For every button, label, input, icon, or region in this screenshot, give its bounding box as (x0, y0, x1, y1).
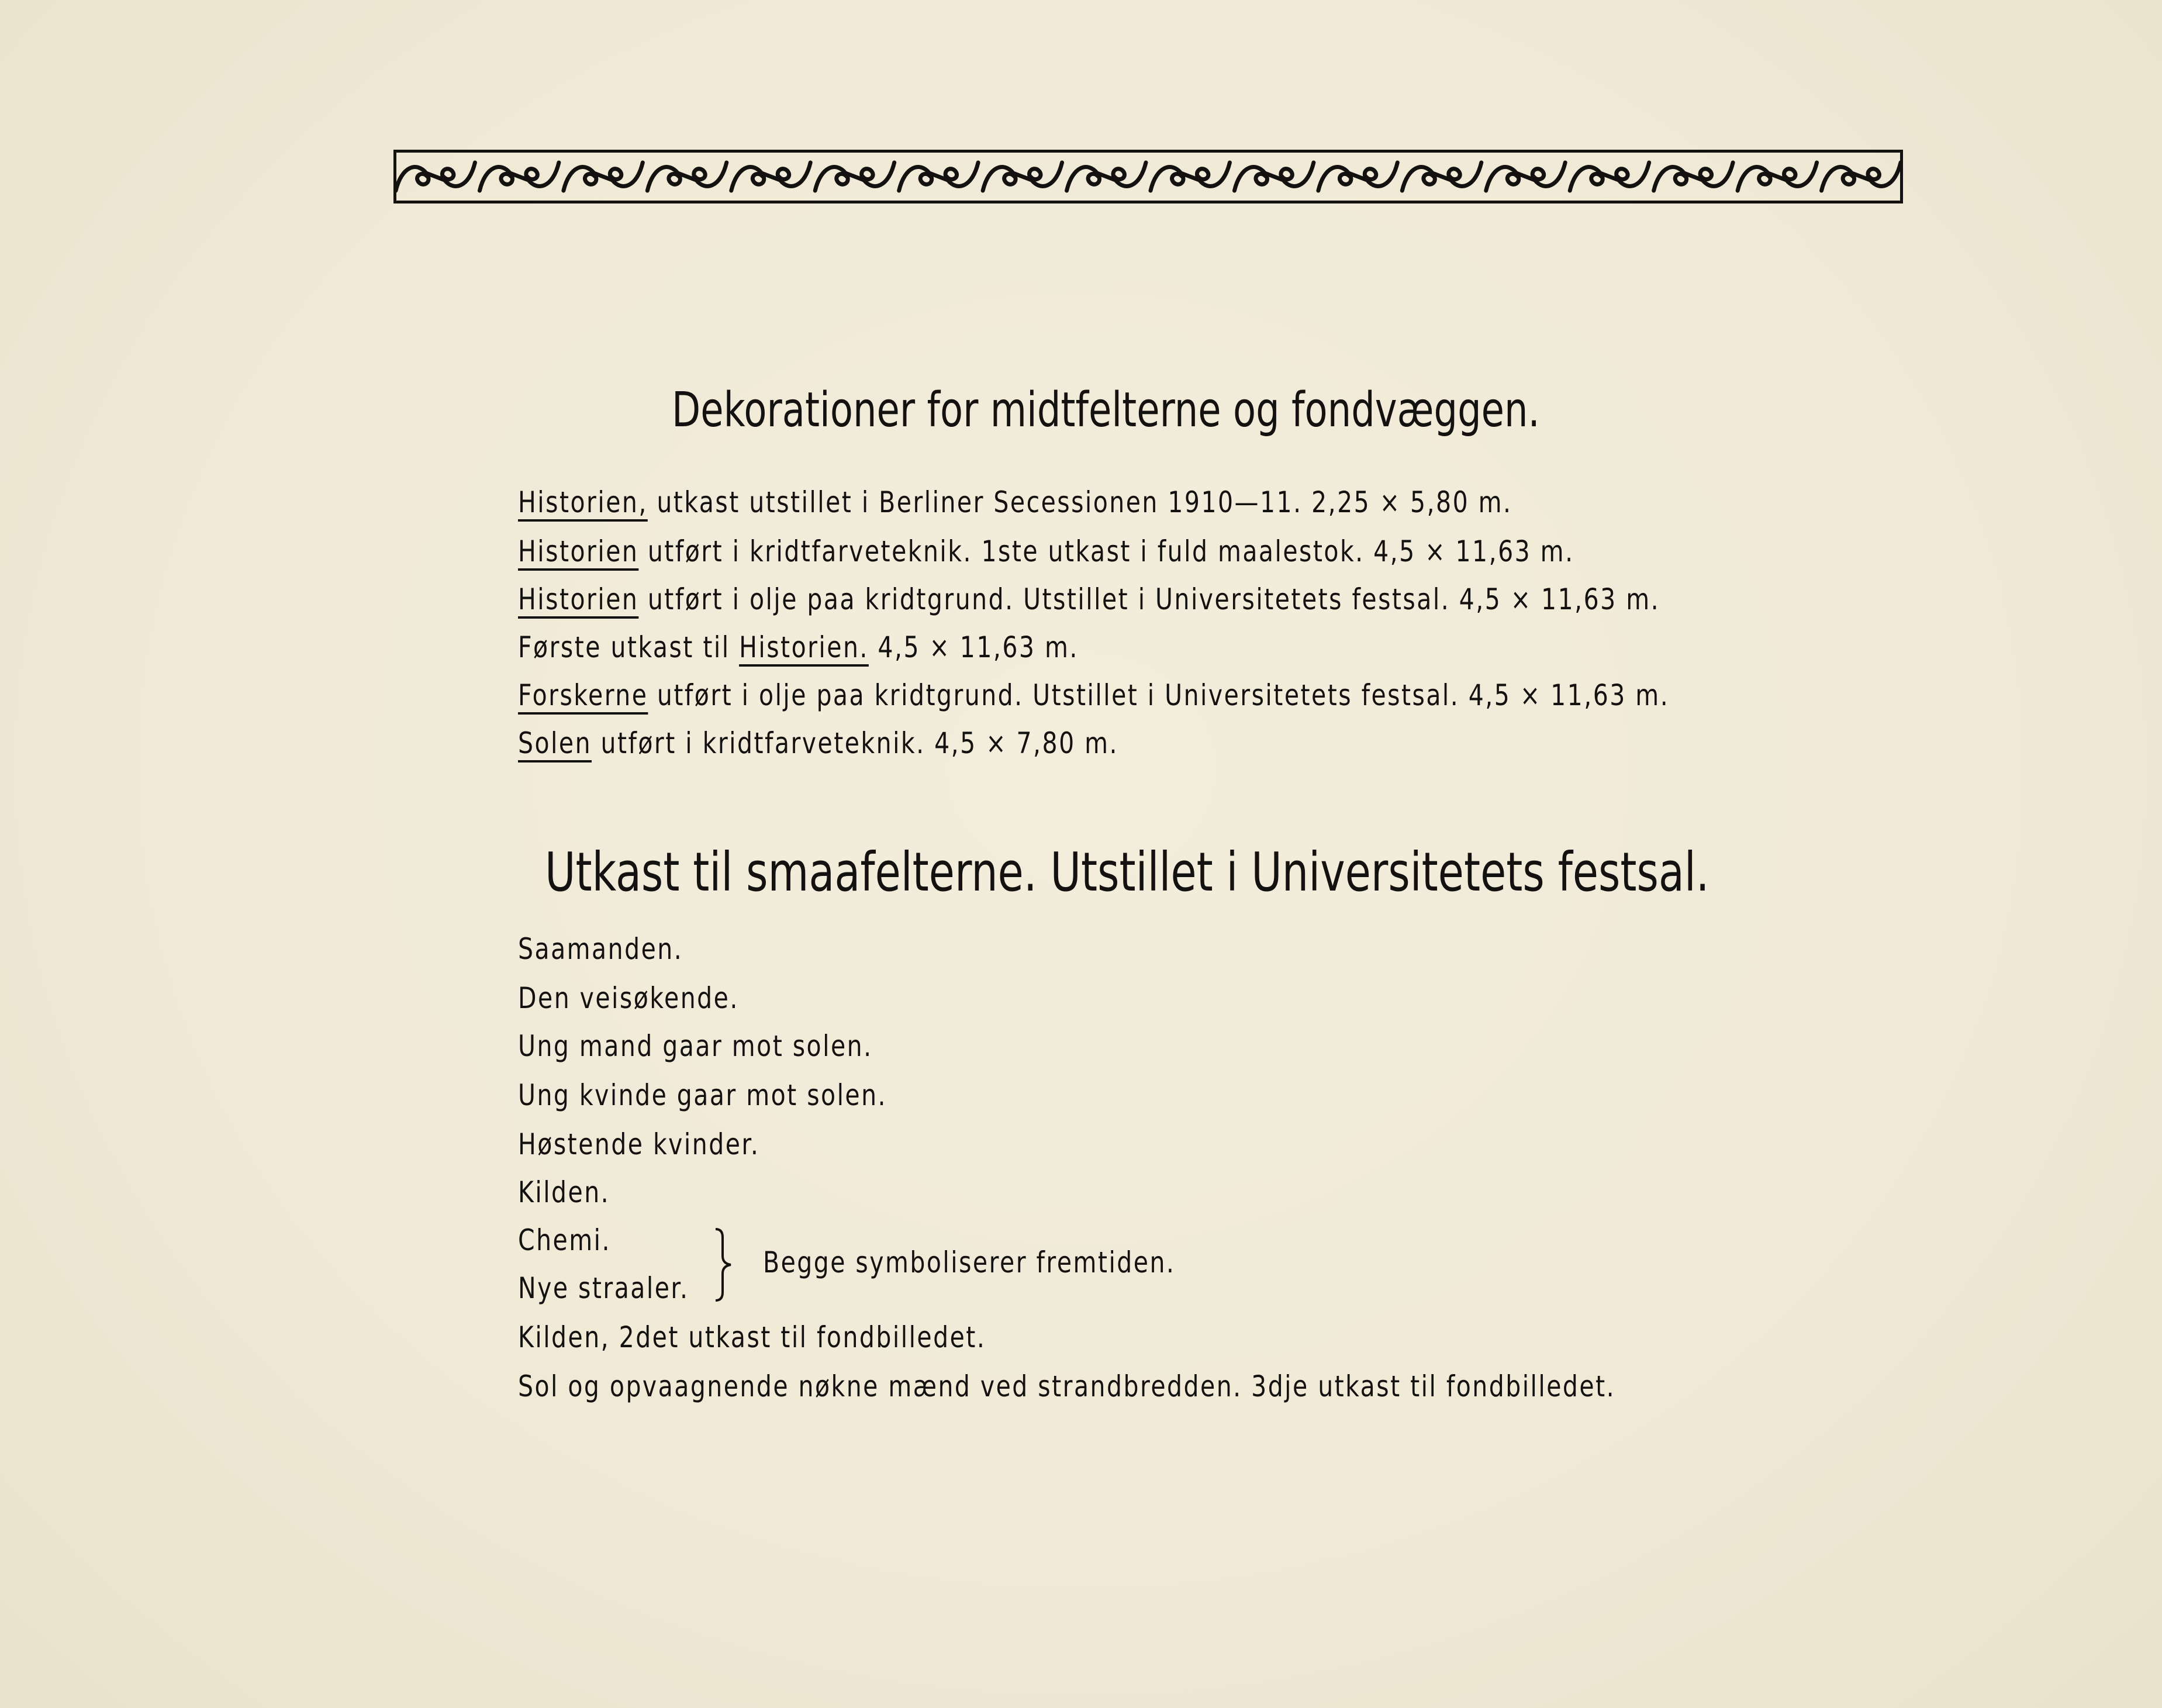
item-text: Høstende kvinder. (518, 1127, 760, 1161)
item-description: utkast utstillet i Berliner Secessionen 1910—11. 2,25 × 5,80 m. (647, 485, 1512, 519)
artwork-title: Forskerne (518, 678, 648, 712)
heading-decorations: Dekorationer for midtfelterne og fondvæggen. (672, 382, 1540, 438)
item-description: utført i kridtfarveteknik. 4,5 × 7,80 m. (592, 726, 1119, 760)
item-text (518, 531, 1574, 572)
item-text: Den veisøkende. (518, 981, 739, 1015)
wave-scroll-motif (1822, 163, 1901, 191)
item-text (518, 579, 1660, 620)
wave-scroll-motif (1738, 163, 1816, 191)
item-text: Kilden, 2det utkast til fondbilledet. (518, 1320, 986, 1354)
heading-sketches: Utkast til smaafelterne. Utstillet i Universitetets festsal. (545, 841, 1709, 903)
wave-scroll-motif (1654, 163, 1733, 191)
item-prefix: Første utkast til (518, 630, 740, 664)
wave-scroll-motif (1318, 163, 1397, 191)
item-description: utført i olje paa kridtgrund. Utstillet i Universitetets festsal. 4,5 × 11,63 m. (638, 582, 1660, 616)
item-description: utført i kridtfarveteknik. 1ste utkast i fuld maalestok. 4,5 × 11,63 m. (638, 534, 1574, 568)
wave-scroll-motif (731, 163, 810, 191)
wave-scroll-motif (647, 163, 726, 191)
artwork-title: Historien. (739, 630, 869, 664)
item-description: utført i olje paa kridtgrund. Utstillet i Universitetets festsal. 4,5 × 11,63 m. (648, 678, 1670, 712)
item-text (518, 723, 1118, 764)
item-text (518, 482, 1512, 523)
wave-scroll-motif (1486, 163, 1565, 191)
wave-scroll-motif (815, 163, 894, 191)
wave-scroll-motif (1234, 163, 1313, 191)
artwork-title: Historien, (518, 485, 648, 519)
item-text (518, 675, 1669, 716)
item-description: 4,5 × 11,63 m. (868, 630, 1079, 664)
wave-scroll-motif (899, 163, 978, 191)
item-text: Kilden. (518, 1175, 610, 1209)
wave-scroll-motif (396, 163, 475, 191)
right-brace (712, 1227, 735, 1303)
item-text: Saamanden. (518, 932, 683, 966)
brace-note: Begge symboliserer fremtiden. (763, 1245, 1176, 1279)
wave-scroll-motif (1570, 163, 1649, 191)
artwork-title: Solen (518, 726, 592, 760)
ornamental-wave-border (393, 150, 1903, 203)
artwork-title: Historien (518, 534, 639, 568)
wave-scroll-motif (1151, 163, 1229, 191)
artwork-title: Historien (518, 582, 639, 616)
item-text (518, 627, 1079, 668)
item-text: Chemi. (518, 1223, 611, 1257)
wave-scroll-motif (1402, 163, 1481, 191)
wave-scroll-motif (479, 163, 558, 191)
item-text: Nye straaler. (518, 1271, 689, 1305)
brace-icon (712, 1227, 735, 1303)
wave-scroll-motif (983, 163, 1062, 191)
item-text: Ung kvinde gaar mot solen. (518, 1078, 887, 1112)
wave-border-svg (393, 150, 1903, 203)
wave-scroll-motif (1067, 163, 1146, 191)
item-text: Sol og opvaagnende nøkne mænd ved strandbredden. 3dje utkast til fondbilledet. (518, 1369, 1616, 1403)
wave-scroll-motif (564, 163, 643, 191)
item-text: Ung mand gaar mot solen. (518, 1029, 873, 1063)
